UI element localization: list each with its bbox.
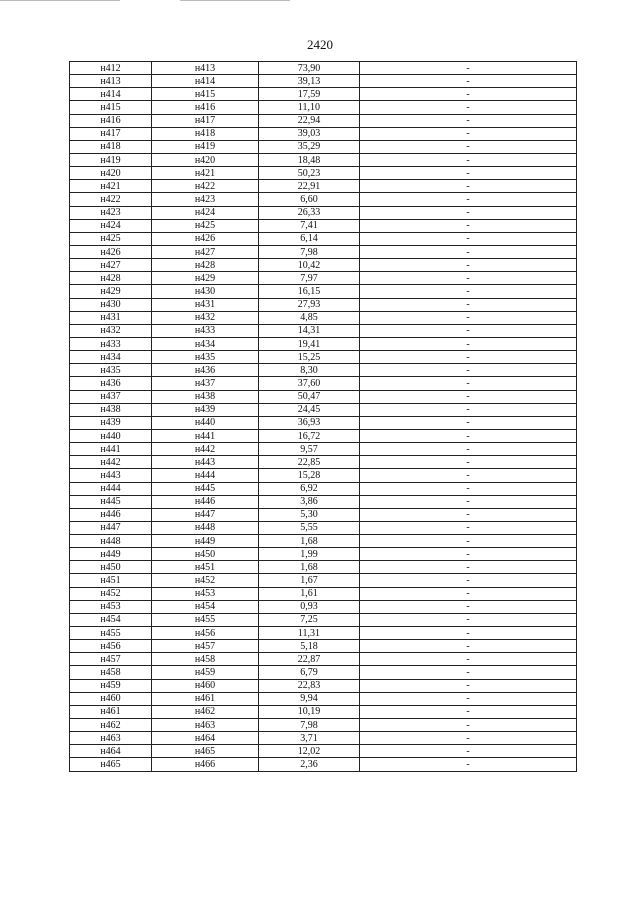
point-to-cell: н464 [152, 732, 259, 745]
table-row [70, 758, 577, 771]
table-row [70, 337, 577, 350]
point-to-cell: н430 [152, 285, 259, 298]
note-cell: - [360, 456, 577, 469]
note-cell: - [360, 62, 577, 75]
note-cell: - [360, 745, 577, 758]
length-cell: 22,83 [259, 679, 360, 692]
note-cell: - [360, 613, 577, 626]
table-row [70, 679, 577, 692]
note-cell: - [360, 298, 577, 311]
table-row [70, 456, 577, 469]
point-to-cell: н446 [152, 495, 259, 508]
table-row [70, 574, 577, 587]
table-row [70, 206, 577, 219]
note-cell: - [360, 324, 577, 337]
note-cell: - [360, 732, 577, 745]
point-from-cell: н441 [70, 443, 152, 456]
point-to-cell: н465 [152, 745, 259, 758]
point-from-cell: н429 [70, 285, 152, 298]
point-to-cell: н435 [152, 351, 259, 364]
note-cell: - [360, 705, 577, 718]
point-from-cell: н448 [70, 535, 152, 548]
point-from-cell: н412 [70, 62, 152, 75]
note-cell: - [360, 364, 577, 377]
note-cell: - [360, 206, 577, 219]
point-to-cell: н453 [152, 587, 259, 600]
note-cell: - [360, 574, 577, 587]
point-to-cell: н418 [152, 127, 259, 140]
table-row [70, 245, 577, 258]
table-row [70, 535, 577, 548]
length-cell: 1,68 [259, 561, 360, 574]
length-cell: 7,41 [259, 219, 360, 232]
point-from-cell: н424 [70, 219, 152, 232]
point-to-cell: н417 [152, 114, 259, 127]
point-to-cell: н437 [152, 377, 259, 390]
point-to-cell: н466 [152, 758, 259, 771]
point-to-cell: н442 [152, 443, 259, 456]
length-cell: 50,23 [259, 167, 360, 180]
note-cell: - [360, 403, 577, 416]
table-row [70, 469, 577, 482]
length-cell: 1,99 [259, 548, 360, 561]
point-to-cell: н426 [152, 232, 259, 245]
length-cell: 22,85 [259, 456, 360, 469]
length-cell: 0,93 [259, 600, 360, 613]
length-cell: 7,98 [259, 719, 360, 732]
point-from-cell: н414 [70, 88, 152, 101]
point-from-cell: н460 [70, 692, 152, 705]
point-to-cell: н457 [152, 640, 259, 653]
point-from-cell: н445 [70, 495, 152, 508]
table-row [70, 719, 577, 732]
table-row [70, 495, 577, 508]
point-to-cell: н458 [152, 653, 259, 666]
point-from-cell: н423 [70, 206, 152, 219]
note-cell: - [360, 600, 577, 613]
note-cell: - [360, 127, 577, 140]
point-to-cell: н461 [152, 692, 259, 705]
note-cell: - [360, 508, 577, 521]
point-from-cell: н451 [70, 574, 152, 587]
point-to-cell: н463 [152, 719, 259, 732]
point-to-cell: н451 [152, 561, 259, 574]
point-from-cell: н428 [70, 272, 152, 285]
point-to-cell: н433 [152, 324, 259, 337]
length-cell: 5,30 [259, 508, 360, 521]
note-cell: - [360, 219, 577, 232]
table-row [70, 232, 577, 245]
length-cell: 12,02 [259, 745, 360, 758]
point-from-cell: н447 [70, 521, 152, 534]
note-cell: - [360, 75, 577, 88]
table-row [70, 75, 577, 88]
length-cell: 7,98 [259, 245, 360, 258]
point-from-cell: н415 [70, 101, 152, 114]
note-cell: - [360, 245, 577, 258]
note-cell: - [360, 416, 577, 429]
point-to-cell: н428 [152, 259, 259, 272]
note-cell: - [360, 443, 577, 456]
point-from-cell: н419 [70, 153, 152, 166]
table-row [70, 101, 577, 114]
point-from-cell: н433 [70, 337, 152, 350]
length-cell: 24,45 [259, 403, 360, 416]
length-cell: 37,60 [259, 377, 360, 390]
table-row [70, 140, 577, 153]
point-to-cell: н449 [152, 535, 259, 548]
length-cell: 11,31 [259, 627, 360, 640]
length-cell: 9,94 [259, 692, 360, 705]
point-from-cell: н421 [70, 180, 152, 193]
point-to-cell: н436 [152, 364, 259, 377]
point-to-cell: н444 [152, 469, 259, 482]
length-cell: 6,60 [259, 193, 360, 206]
length-cell: 16,15 [259, 285, 360, 298]
segment-table [69, 61, 577, 772]
note-cell: - [360, 482, 577, 495]
table-row [70, 62, 577, 75]
note-cell: - [360, 88, 577, 101]
length-cell: 16,72 [259, 429, 360, 442]
table-row [70, 587, 577, 600]
point-from-cell: н431 [70, 311, 152, 324]
point-to-cell: н459 [152, 666, 259, 679]
length-cell: 3,71 [259, 732, 360, 745]
top-edge-line [180, 0, 290, 1]
length-cell: 22,91 [259, 180, 360, 193]
table-row [70, 298, 577, 311]
length-cell: 36,93 [259, 416, 360, 429]
table-row [70, 324, 577, 337]
table-row [70, 692, 577, 705]
point-from-cell: н446 [70, 508, 152, 521]
table-row [70, 653, 577, 666]
table-row [70, 272, 577, 285]
note-cell: - [360, 429, 577, 442]
note-cell: - [360, 640, 577, 653]
point-to-cell: н423 [152, 193, 259, 206]
point-from-cell: н425 [70, 232, 152, 245]
point-from-cell: н450 [70, 561, 152, 574]
point-from-cell: н439 [70, 416, 152, 429]
length-cell: 4,85 [259, 311, 360, 324]
note-cell: - [360, 232, 577, 245]
note-cell: - [360, 469, 577, 482]
table-row [70, 561, 577, 574]
length-cell: 5,18 [259, 640, 360, 653]
point-to-cell: н448 [152, 521, 259, 534]
note-cell: - [360, 561, 577, 574]
table-row [70, 627, 577, 640]
length-cell: 3,86 [259, 495, 360, 508]
point-to-cell: н456 [152, 627, 259, 640]
note-cell: - [360, 548, 577, 561]
point-to-cell: н415 [152, 88, 259, 101]
length-cell: 27,93 [259, 298, 360, 311]
note-cell: - [360, 495, 577, 508]
point-from-cell: н459 [70, 679, 152, 692]
note-cell: - [360, 351, 577, 364]
length-cell: 9,57 [259, 443, 360, 456]
table-row [70, 416, 577, 429]
note-cell: - [360, 390, 577, 403]
point-from-cell: н430 [70, 298, 152, 311]
length-cell: 10,19 [259, 705, 360, 718]
note-cell: - [360, 259, 577, 272]
note-cell: - [360, 337, 577, 350]
point-from-cell: н463 [70, 732, 152, 745]
point-from-cell: н417 [70, 127, 152, 140]
point-to-cell: н443 [152, 456, 259, 469]
point-to-cell: н462 [152, 705, 259, 718]
point-from-cell: н458 [70, 666, 152, 679]
point-from-cell: н443 [70, 469, 152, 482]
point-from-cell: н432 [70, 324, 152, 337]
length-cell: 2,36 [259, 758, 360, 771]
length-cell: 6,79 [259, 666, 360, 679]
point-from-cell: н437 [70, 390, 152, 403]
table-row [70, 114, 577, 127]
point-from-cell: н461 [70, 705, 152, 718]
length-cell: 39,13 [259, 75, 360, 88]
point-from-cell: н427 [70, 259, 152, 272]
point-to-cell: н438 [152, 390, 259, 403]
length-cell: 6,92 [259, 482, 360, 495]
table-row [70, 521, 577, 534]
point-to-cell: н427 [152, 245, 259, 258]
table-row [70, 443, 577, 456]
table-row [70, 732, 577, 745]
point-from-cell: н418 [70, 140, 152, 153]
length-cell: 14,31 [259, 324, 360, 337]
table-row [70, 127, 577, 140]
point-from-cell: н453 [70, 600, 152, 613]
note-cell: - [360, 167, 577, 180]
note-cell: - [360, 666, 577, 679]
table-row [70, 429, 577, 442]
point-to-cell: н445 [152, 482, 259, 495]
point-to-cell: н439 [152, 403, 259, 416]
point-to-cell: н440 [152, 416, 259, 429]
point-to-cell: н414 [152, 75, 259, 88]
table-row [70, 153, 577, 166]
length-cell: 22,87 [259, 653, 360, 666]
length-cell: 7,25 [259, 613, 360, 626]
point-from-cell: н426 [70, 245, 152, 258]
table-row [70, 548, 577, 561]
length-cell: 6,14 [259, 232, 360, 245]
length-cell: 7,97 [259, 272, 360, 285]
table-row [70, 311, 577, 324]
note-cell: - [360, 377, 577, 390]
length-cell: 73,90 [259, 62, 360, 75]
table-row [70, 640, 577, 653]
table-row [70, 613, 577, 626]
point-to-cell: н429 [152, 272, 259, 285]
table-row [70, 285, 577, 298]
point-from-cell: н454 [70, 613, 152, 626]
note-cell: - [360, 311, 577, 324]
point-to-cell: н447 [152, 508, 259, 521]
length-cell: 19,41 [259, 337, 360, 350]
length-cell: 35,29 [259, 140, 360, 153]
table-row [70, 508, 577, 521]
point-from-cell: н420 [70, 167, 152, 180]
table-row [70, 364, 577, 377]
length-cell: 1,67 [259, 574, 360, 587]
point-to-cell: н454 [152, 600, 259, 613]
point-from-cell: н413 [70, 75, 152, 88]
table-body [70, 62, 577, 772]
table-row [70, 600, 577, 613]
point-to-cell: н413 [152, 62, 259, 75]
point-from-cell: н440 [70, 429, 152, 442]
point-to-cell: н424 [152, 206, 259, 219]
note-cell: - [360, 521, 577, 534]
table-row [70, 390, 577, 403]
point-from-cell: н442 [70, 456, 152, 469]
point-from-cell: н422 [70, 193, 152, 206]
table-row [70, 745, 577, 758]
note-cell: - [360, 653, 577, 666]
point-to-cell: н452 [152, 574, 259, 587]
note-cell: - [360, 535, 577, 548]
point-to-cell: н421 [152, 167, 259, 180]
point-to-cell: н450 [152, 548, 259, 561]
table-row [70, 259, 577, 272]
point-to-cell: н431 [152, 298, 259, 311]
point-from-cell: н465 [70, 758, 152, 771]
point-from-cell: н449 [70, 548, 152, 561]
length-cell: 1,68 [259, 535, 360, 548]
note-cell: - [360, 758, 577, 771]
length-cell: 17,59 [259, 88, 360, 101]
length-cell: 1,61 [259, 587, 360, 600]
table-row [70, 377, 577, 390]
point-to-cell: н419 [152, 140, 259, 153]
table-row [70, 219, 577, 232]
length-cell: 50,47 [259, 390, 360, 403]
table-row [70, 666, 577, 679]
table-row [70, 167, 577, 180]
point-to-cell: н455 [152, 613, 259, 626]
point-from-cell: н456 [70, 640, 152, 653]
note-cell: - [360, 587, 577, 600]
point-from-cell: н435 [70, 364, 152, 377]
note-cell: - [360, 719, 577, 732]
length-cell: 18,48 [259, 153, 360, 166]
length-cell: 11,10 [259, 101, 360, 114]
table-row [70, 180, 577, 193]
point-from-cell: н434 [70, 351, 152, 364]
note-cell: - [360, 627, 577, 640]
table-row [70, 193, 577, 206]
note-cell: - [360, 101, 577, 114]
page-number: 2420 [307, 37, 333, 52]
point-to-cell: н420 [152, 153, 259, 166]
length-cell: 22,94 [259, 114, 360, 127]
point-from-cell: н455 [70, 627, 152, 640]
note-cell: - [360, 692, 577, 705]
point-to-cell: н441 [152, 429, 259, 442]
point-from-cell: н436 [70, 377, 152, 390]
note-cell: - [360, 153, 577, 166]
point-to-cell: н460 [152, 679, 259, 692]
point-to-cell: н432 [152, 311, 259, 324]
point-from-cell: н452 [70, 587, 152, 600]
note-cell: - [360, 180, 577, 193]
length-cell: 39,03 [259, 127, 360, 140]
point-from-cell: н462 [70, 719, 152, 732]
note-cell: - [360, 193, 577, 206]
length-cell: 10,42 [259, 259, 360, 272]
length-cell: 15,28 [259, 469, 360, 482]
note-cell: - [360, 272, 577, 285]
point-from-cell: н464 [70, 745, 152, 758]
table-row [70, 351, 577, 364]
top-edge-line [0, 0, 120, 1]
length-cell: 26,33 [259, 206, 360, 219]
table-row [70, 403, 577, 416]
point-from-cell: н457 [70, 653, 152, 666]
point-from-cell: н416 [70, 114, 152, 127]
point-to-cell: н434 [152, 337, 259, 350]
point-to-cell: н422 [152, 180, 259, 193]
length-cell: 15,25 [259, 351, 360, 364]
note-cell: - [360, 114, 577, 127]
table-row [70, 88, 577, 101]
length-cell: 8,30 [259, 364, 360, 377]
point-to-cell: н425 [152, 219, 259, 232]
table-row [70, 482, 577, 495]
table-row [70, 705, 577, 718]
note-cell: - [360, 140, 577, 153]
note-cell: - [360, 679, 577, 692]
length-cell: 5,55 [259, 521, 360, 534]
point-from-cell: н444 [70, 482, 152, 495]
point-to-cell: н416 [152, 101, 259, 114]
note-cell: - [360, 285, 577, 298]
point-from-cell: н438 [70, 403, 152, 416]
